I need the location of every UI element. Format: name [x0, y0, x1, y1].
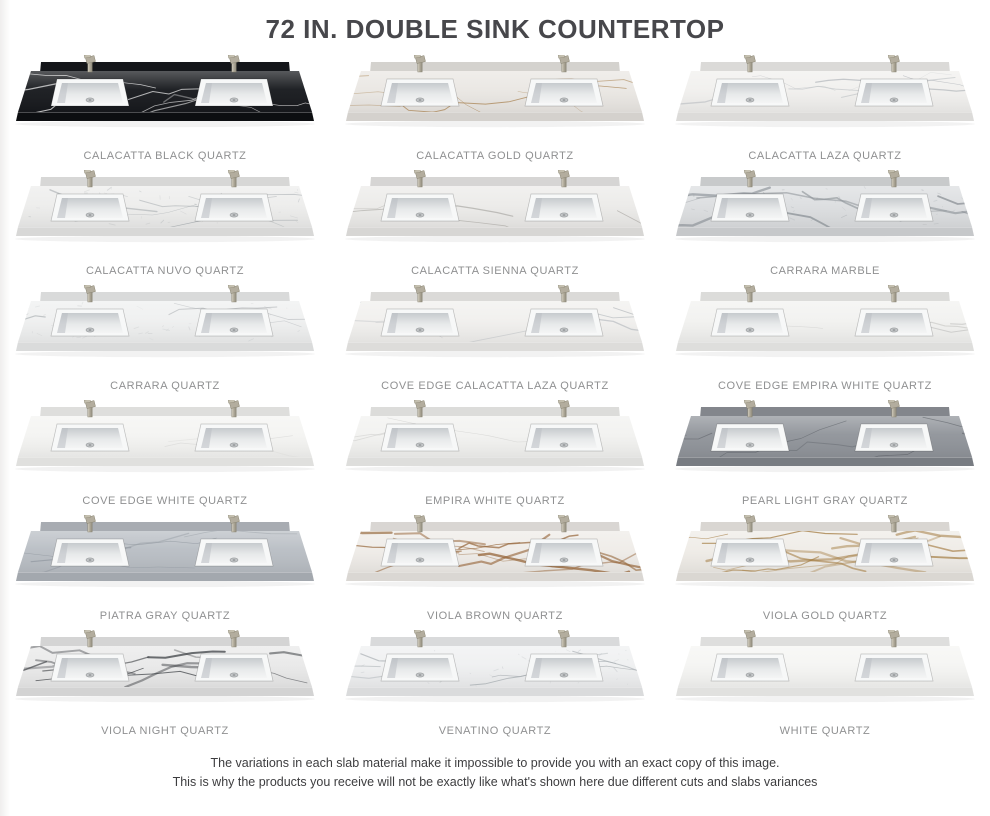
- product-label: VIOLA NIGHT QUARTZ: [101, 725, 229, 737]
- sink-basin-right: [195, 654, 273, 681]
- countertop-image: [665, 630, 985, 724]
- sink-basin-left: [711, 79, 789, 106]
- product-label: CALACATTA LAZA QUARTZ: [748, 150, 902, 162]
- sink-basin-right: [195, 194, 273, 221]
- countertop-image: [665, 400, 985, 494]
- sink-basin-right: [525, 654, 603, 681]
- product-label: CARRARA MARBLE: [770, 265, 880, 277]
- sink-basin-left: [51, 654, 129, 681]
- product-label: VENATINO QUARTZ: [438, 725, 552, 737]
- sink-basin-left: [381, 539, 459, 566]
- product-label: COVE EDGE EMPIRA WHITE QUARTZ: [718, 380, 932, 392]
- sink-basin-right: [195, 79, 273, 106]
- sink-basin-right: [525, 194, 603, 221]
- countertop-image: [5, 55, 325, 149]
- sink-basin-right: [855, 654, 933, 681]
- product-card: [660, 55, 990, 170]
- countertop-image: [5, 630, 325, 724]
- sink-basin-left: [381, 654, 459, 681]
- countertop-image: [665, 55, 985, 149]
- countertop-image: [5, 515, 325, 609]
- countertop-image: [665, 285, 985, 379]
- sink-basin-left: [711, 654, 789, 681]
- product-label: PEARL LIGHT GRAY QUARTZ: [741, 495, 908, 507]
- product-label: VIOLA GOLD QUARTZ: [762, 610, 888, 622]
- countertop-image: [665, 515, 985, 609]
- product-label: CALACATTA GOLD QUARTZ: [416, 150, 574, 162]
- sink-basin-left: [711, 424, 789, 451]
- countertop-image: [335, 515, 655, 609]
- page-edge-shade: [0, 0, 10, 816]
- countertop-image: [335, 170, 655, 264]
- product-card: [330, 630, 660, 745]
- sink-basin-right: [855, 539, 933, 566]
- product-label: CARRARA QUARTZ: [110, 380, 220, 392]
- product-card: [0, 170, 330, 285]
- sink-basin-right: [195, 539, 273, 566]
- page-title: 72 IN. DOUBLE SINK COUNTERTOP: [265, 14, 725, 44]
- sink-basin-right: [195, 309, 273, 336]
- product-card: [330, 400, 660, 515]
- sink-basin-left: [51, 424, 129, 451]
- countertop-image: [335, 285, 655, 379]
- product-card: [660, 630, 990, 745]
- product-card: [330, 170, 660, 285]
- sink-basin-right: [855, 309, 933, 336]
- product-grid: [0, 55, 990, 745]
- countertop-image: [5, 170, 325, 264]
- sink-basin-left: [51, 194, 129, 221]
- disclaimer: [0, 754, 990, 792]
- countertop-image: [335, 400, 655, 494]
- disclaimer-line-1: The variations in each slab material make it impossible to provide you with an exact copy of this image.: [210, 756, 780, 770]
- product-label: CALACATTA SIENNA QUARTZ: [411, 265, 579, 277]
- product-label: COVE EDGE WHITE QUARTZ: [82, 495, 248, 507]
- sink-basin-right: [525, 539, 603, 566]
- sink-basin-left: [51, 79, 129, 106]
- product-card: [330, 285, 660, 400]
- product-card: [0, 515, 330, 630]
- product-label: CALACATTA BLACK QUARTZ: [83, 150, 247, 162]
- product-label: VIOLA BROWN QUARTZ: [427, 610, 563, 622]
- product-card: [0, 630, 330, 745]
- sink-basin-right: [525, 424, 603, 451]
- sink-basin-left: [711, 309, 789, 336]
- sink-basin-left: [381, 194, 459, 221]
- countertop-image: [335, 630, 655, 724]
- product-card: [0, 400, 330, 515]
- product-label: EMPIRA WHITE QUARTZ: [425, 495, 565, 507]
- sink-basin-right: [855, 424, 933, 451]
- sink-basin-left: [51, 309, 129, 336]
- sink-basin-right: [195, 424, 273, 451]
- product-card: [0, 55, 330, 170]
- product-card: [330, 515, 660, 630]
- disclaimer-line-2: This is why the products you receive will not be exactly like what's shown here due different cuts and slabs variances: [172, 774, 818, 789]
- sink-basin-left: [381, 424, 459, 451]
- product-label: COVE EDGE CALACATTA LAZA QUARTZ: [381, 380, 609, 392]
- product-card: [660, 515, 990, 630]
- product-card: [660, 170, 990, 285]
- sink-basin-right: [855, 79, 933, 106]
- sink-basin-left: [381, 79, 459, 106]
- sink-basin-left: [711, 194, 789, 221]
- product-label: PIATRA GRAY QUARTZ: [99, 610, 231, 622]
- sink-basin-left: [51, 539, 129, 566]
- sink-basin-left: [711, 539, 789, 566]
- sink-basin-right: [525, 79, 603, 106]
- countertop-image: [5, 400, 325, 494]
- countertop-image: [335, 55, 655, 149]
- sink-basin-left: [381, 309, 459, 336]
- product-label: WHITE QUARTZ: [779, 725, 871, 737]
- countertop-image: [5, 285, 325, 379]
- product-card: [660, 285, 990, 400]
- product-card: [660, 400, 990, 515]
- countertop-image: [665, 170, 985, 264]
- product-card: [330, 55, 660, 170]
- sink-basin-right: [525, 309, 603, 336]
- product-card: [0, 285, 330, 400]
- sink-basin-right: [855, 194, 933, 221]
- product-label: CALACATTA NUVO QUARTZ: [85, 265, 245, 277]
